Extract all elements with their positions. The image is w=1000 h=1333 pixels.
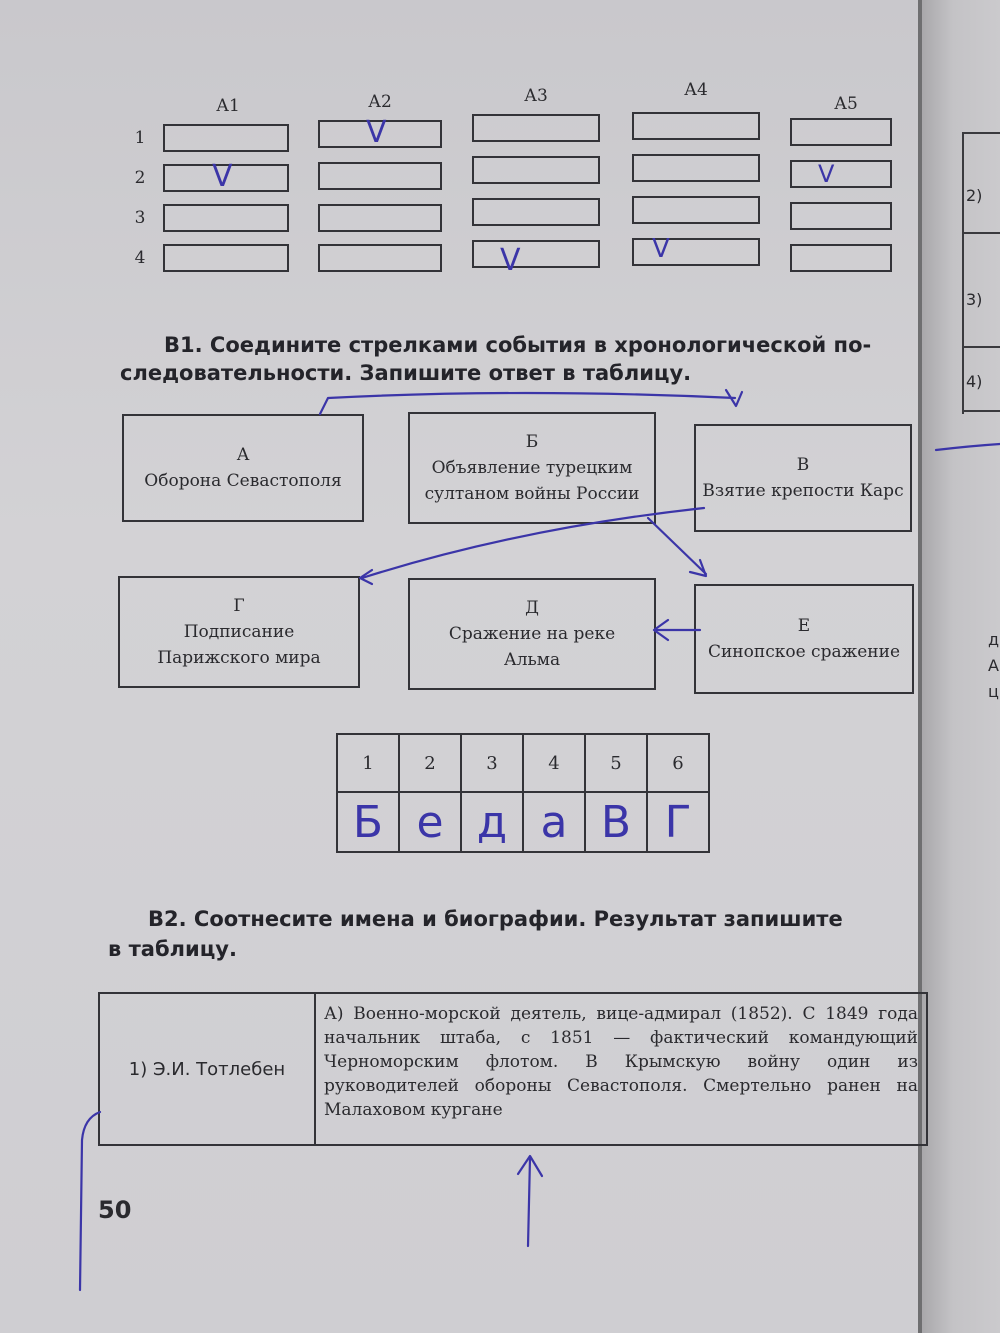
arrow-a-to-v [320,393,735,414]
arrow-b-to-e-head [690,560,706,576]
arrow-b-to-e [648,518,706,574]
event-letter: В [796,455,810,475]
grid-row-label: 3 [134,208,146,228]
grid-row-label: 1 [134,128,146,148]
answer-header-cell: 3 [461,734,523,792]
page-number: 50 [98,1196,132,1224]
grid-row-label: 2 [134,168,146,188]
adjacent-text-fragment: А [988,656,999,675]
person-name: 1) Э.И. Тотлебен [100,994,316,1144]
biography-text: А) Военно-морской деятель, вице-адмирал (1852). С 1849 года начальник штаба, с 1851 — фактический командующий Черноморским флотом. В Крымскую войну один из руководителей обороны Севастополя. Смертельно ранен на Малаховом кургане [324,1004,918,1120]
grid-column-label: А2 [368,92,392,112]
adjacent-row-label: 3) [966,290,983,309]
b2-title-line2: в таблицу. [108,937,237,961]
event-text: Объявление турецким султаном войны России [424,458,640,504]
event-letter: Б [525,432,539,452]
answer-header-cell: 4 [523,734,585,792]
margin-line [936,444,1000,450]
answer-value-cell[interactable]: В [585,792,647,852]
answer-value-cell[interactable]: Г [647,792,709,852]
event-text: Подписание Парижского мира [157,622,321,668]
arrow-v-to-g [362,508,704,578]
adjacent-row-label: 2) [966,186,983,205]
grid-row-label: 4 [134,248,146,268]
b1-title-line2: следовательности. Запишите ответ в таблицу. [120,361,692,385]
up-arrow-shaft [528,1158,530,1246]
answer-header-cell: 5 [585,734,647,792]
b1-title-line1: В1. Соедините стрелками события в хронологической по- [164,333,872,357]
event-text: Оборона Севастополя [144,471,342,491]
answer-header-cell: 1 [337,734,399,792]
event-letter: Д [525,598,539,618]
answer-value-cell[interactable]: а [523,792,585,852]
bracket-mark [80,1112,100,1290]
event-text: Синопское сражение [707,642,901,662]
answer-value-cell[interactable]: Б [337,792,399,852]
answer-value-cell[interactable]: е [399,792,461,852]
event-letter: Г [233,596,245,616]
check-mark: V [212,159,233,194]
check-mark: V [652,234,670,264]
event-text: Взятие крепости Карс [702,481,904,501]
adjacent-row-label: 4) [966,372,983,391]
answer-value-cell[interactable]: д [461,792,523,852]
adjacent-text-fragment: д [988,630,1000,649]
grid-column-label: А1 [216,96,240,116]
event-letter: Е [797,616,811,636]
check-mark: V [818,160,835,188]
event-letter: А [236,445,250,465]
b2-title-line1: В2. Соотнесите имена и биографии. Результат запишите [148,907,843,931]
grid-column-label: А3 [524,86,548,106]
answer-header-cell: 2 [399,734,461,792]
answer-header-cell: 6 [647,734,709,792]
event-text: Сражение на реке Альма [448,624,616,670]
grid-column-label: А4 [684,80,708,100]
grid-column-label: А5 [834,94,858,114]
check-mark: V [366,115,387,150]
check-mark: V [500,243,521,278]
adjacent-text-fragment: ц [988,682,999,701]
